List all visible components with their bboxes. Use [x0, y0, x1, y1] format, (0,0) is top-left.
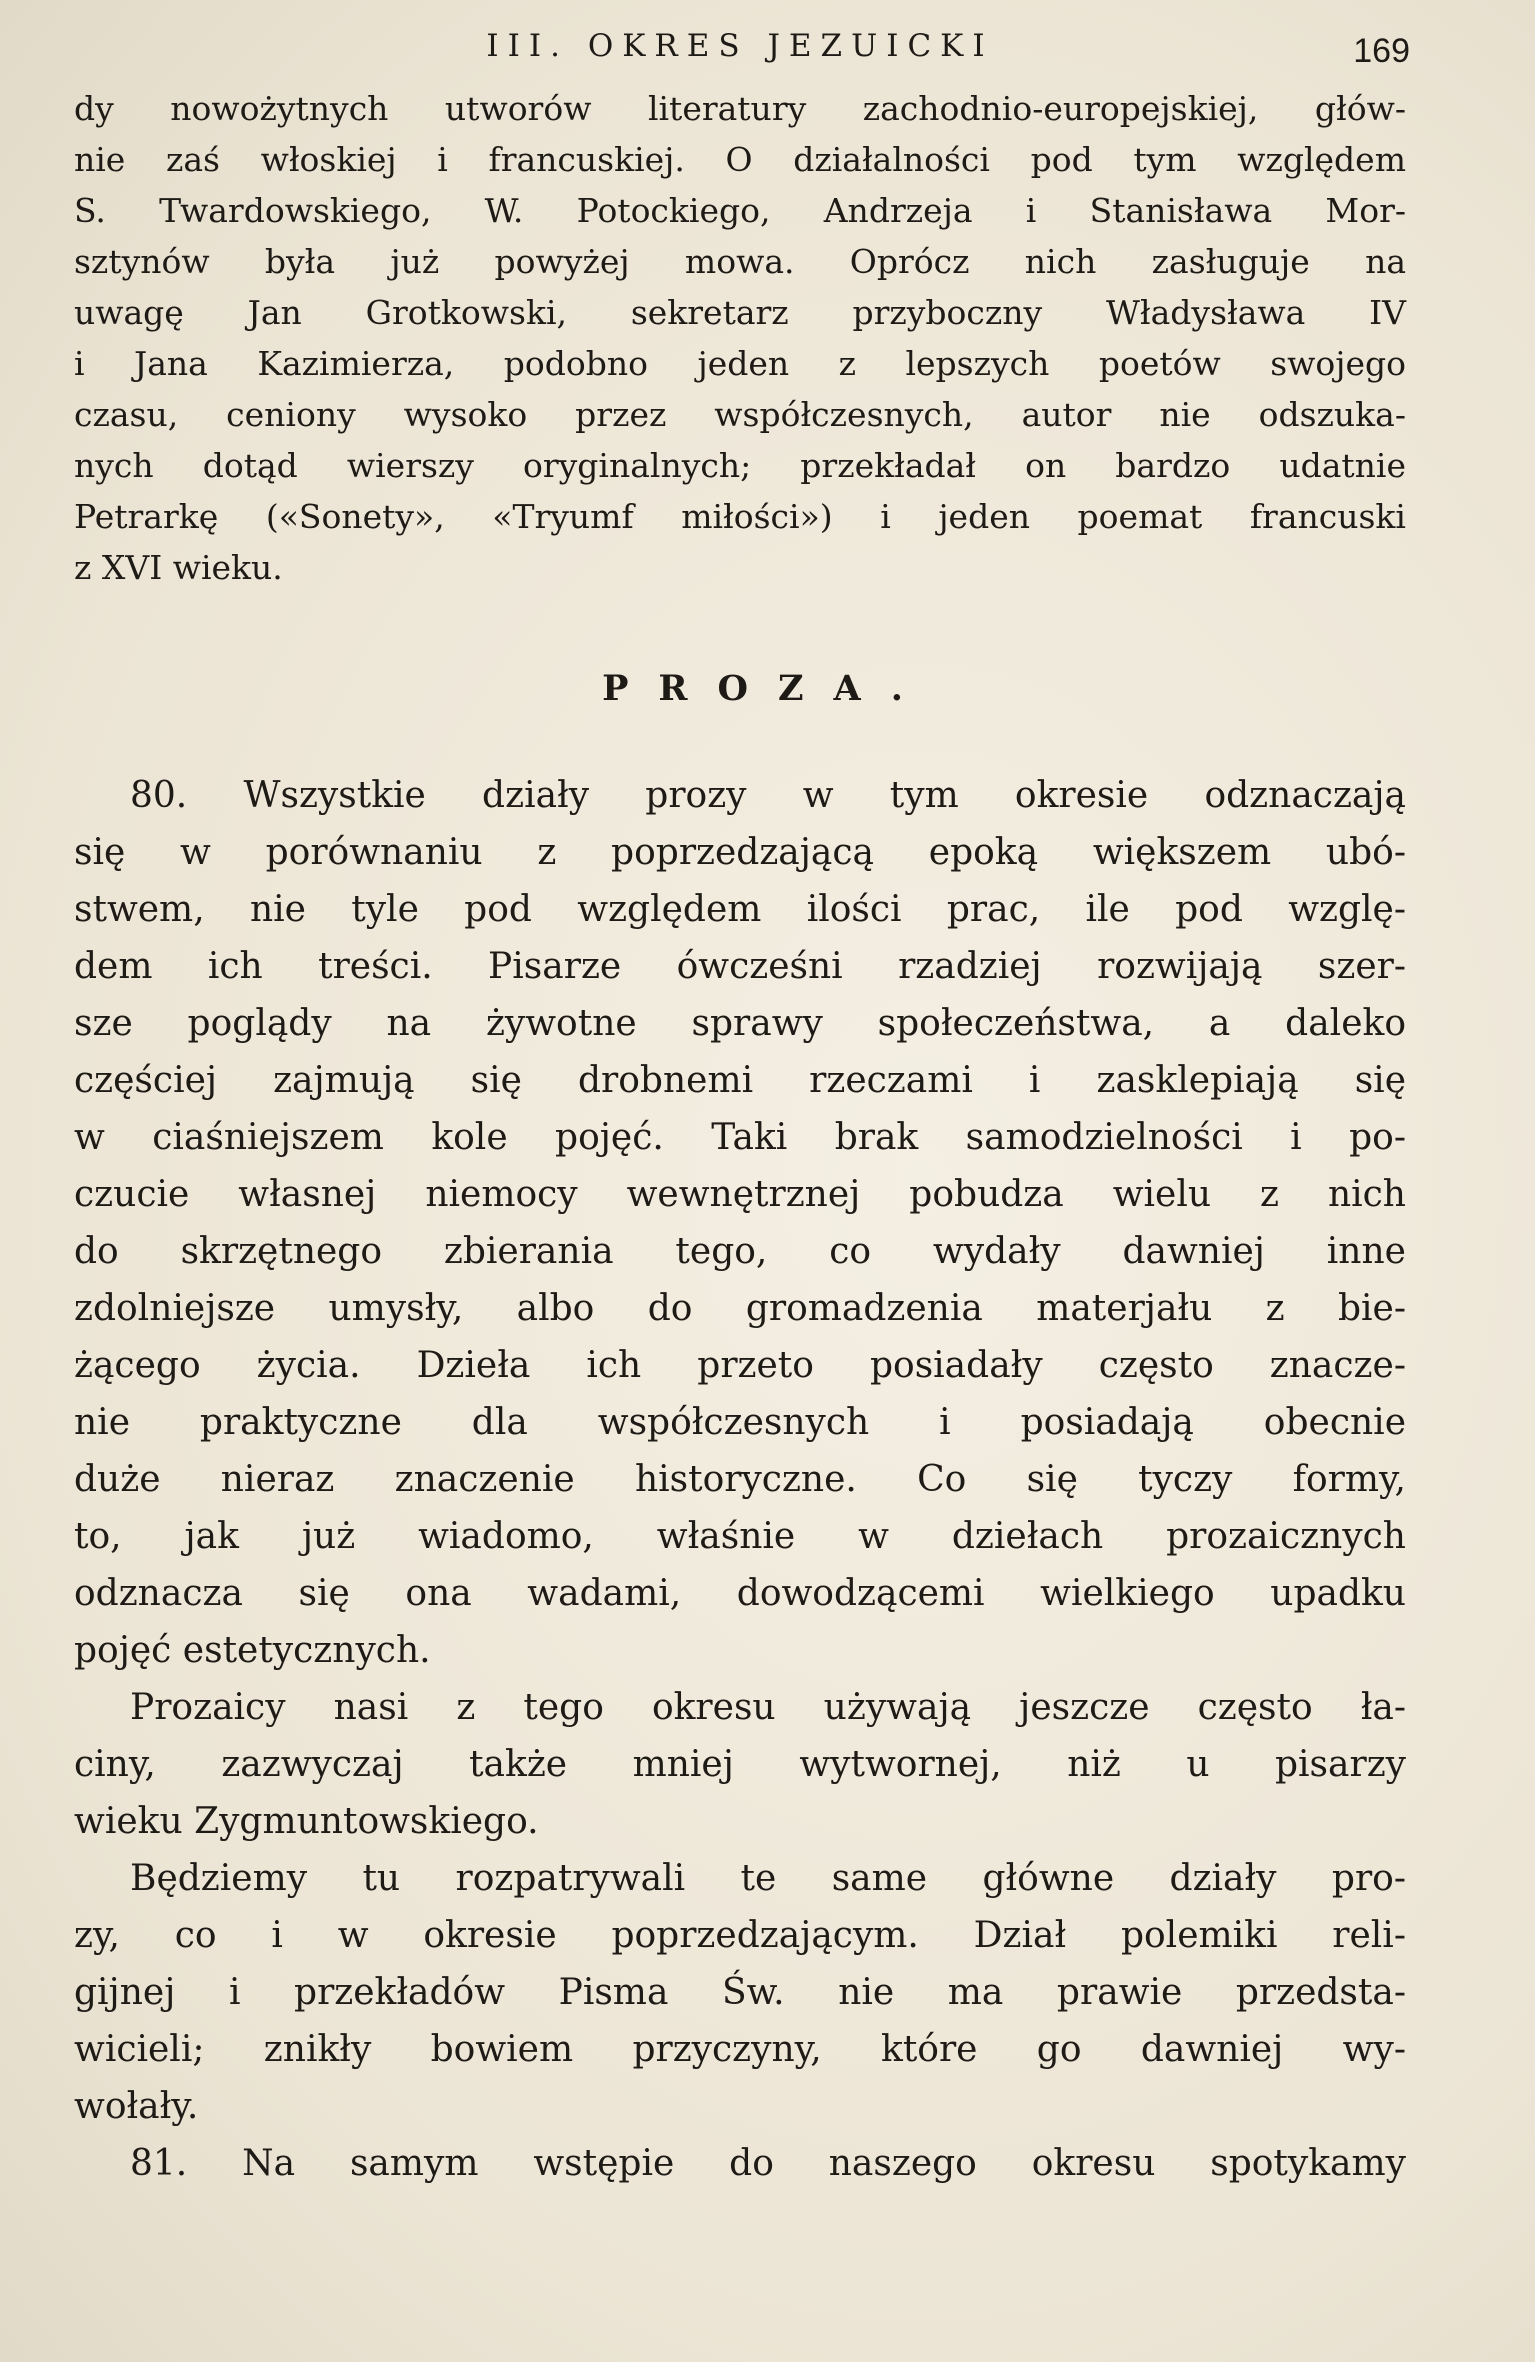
- text-line: to, jak już wiadomo, właśnie w dziełach prozaicznych: [74, 1516, 1406, 1557]
- running-title: III. OKRES JEZUICKI: [486, 28, 994, 64]
- text-line: wicieli; znikły bowiem przyczyny, które go dawniej wy-: [74, 2029, 1406, 2070]
- text-line: nie praktyczne dla współczesnych i posiadają obecnie: [74, 1402, 1406, 1443]
- text-line: nie zaś włoskiej i francuskiej. O działalności pod tym względem: [74, 140, 1406, 179]
- text-line: z XVI wieku.: [74, 548, 283, 587]
- text-line: S. Twardowskiego, W. Potockiego, Andrzeja i Stanisława Mor-: [74, 191, 1406, 230]
- text-line: czasu, ceniony wysoko przez współczesnych, autor nie odszuka-: [74, 395, 1406, 434]
- text-line: Prozaicy nasi z tego okresu używają jeszcze często ła-: [130, 1687, 1406, 1728]
- text-line: uwagę Jan Grotkowski, sekretarz przyboczny Władysława IV: [74, 293, 1406, 332]
- text-line: sztynów była już powyżej mowa. Oprócz nich zasługuje na: [74, 242, 1406, 281]
- text-line: w ciaśniejszem kole pojęć. Taki brak samodzielności i po-: [74, 1117, 1406, 1158]
- text-line: dem ich treści. Pisarze ówcześni rzadziej rozwijają szer-: [74, 946, 1406, 987]
- page-number: 169: [1353, 32, 1410, 70]
- text-line: sze poglądy na żywotne sprawy społeczeństwa, a daleko: [74, 1003, 1406, 1044]
- text-line: częściej zajmują się drobnemi rzeczami i zasklepiają się: [74, 1060, 1406, 1101]
- text-line: żącego życia. Dzieła ich przeto posiadały często znacze-: [74, 1345, 1406, 1386]
- page-header: [70, 28, 1410, 78]
- text-line: dy nowożytnych utworów literatury zachodnio-europejskiej, głów-: [74, 89, 1406, 128]
- text-line: 81. Na samym wstępie do naszego okresu spotykamy: [130, 2143, 1406, 2184]
- text-line: wieku Zygmuntowskiego.: [74, 1801, 539, 1842]
- text-line: pojęć estetycznych.: [74, 1630, 431, 1671]
- text-line: nych dotąd wierszy oryginalnych; przekładał on bardzo udatnie: [74, 446, 1406, 485]
- text-line: 80. Wszystkie działy prozy w tym okresie odznaczają: [130, 775, 1406, 816]
- text-line: zdolniejsze umysły, albo do gromadzenia materjału z bie-: [74, 1288, 1406, 1329]
- text-line: zy, co i w okresie poprzedzającym. Dział polemiki reli-: [74, 1915, 1406, 1956]
- section-title: PROZA.: [602, 668, 933, 709]
- text-line: się w porównaniu z poprzedzającą epoką większem ubó-: [74, 832, 1406, 873]
- text-line: wołały.: [74, 2086, 199, 2127]
- text-line: Będziemy tu rozpatrywali te same główne działy pro-: [130, 1858, 1406, 1899]
- text-line: Petrarkę («Sonety», «Tryumf miłości») i jeden poemat francuski: [74, 497, 1406, 536]
- text-line: do skrzętnego zbierania tego, co wydały dawniej inne: [74, 1231, 1406, 1272]
- text-line: czucie własnej niemocy wewnętrznej pobudza wielu z nich: [74, 1174, 1406, 1215]
- text-line: i Jana Kazimierza, podobno jeden z lepszych poetów swojego: [74, 344, 1406, 383]
- text-line: ciny, zazwyczaj także mniej wytwornej, niż u pisarzy: [74, 1744, 1406, 1785]
- text-line: odznacza się ona wadami, dowodzącemi wielkiego upadku: [74, 1573, 1406, 1614]
- text-line: gijnej i przekładów Pisma Św. nie ma prawie przedsta-: [74, 1972, 1406, 2013]
- text-line: duże nieraz znaczenie historyczne. Co się tyczy formy,: [74, 1459, 1406, 1500]
- text-line: stwem, nie tyle pod względem ilości prac, ile pod wzglę-: [74, 889, 1406, 930]
